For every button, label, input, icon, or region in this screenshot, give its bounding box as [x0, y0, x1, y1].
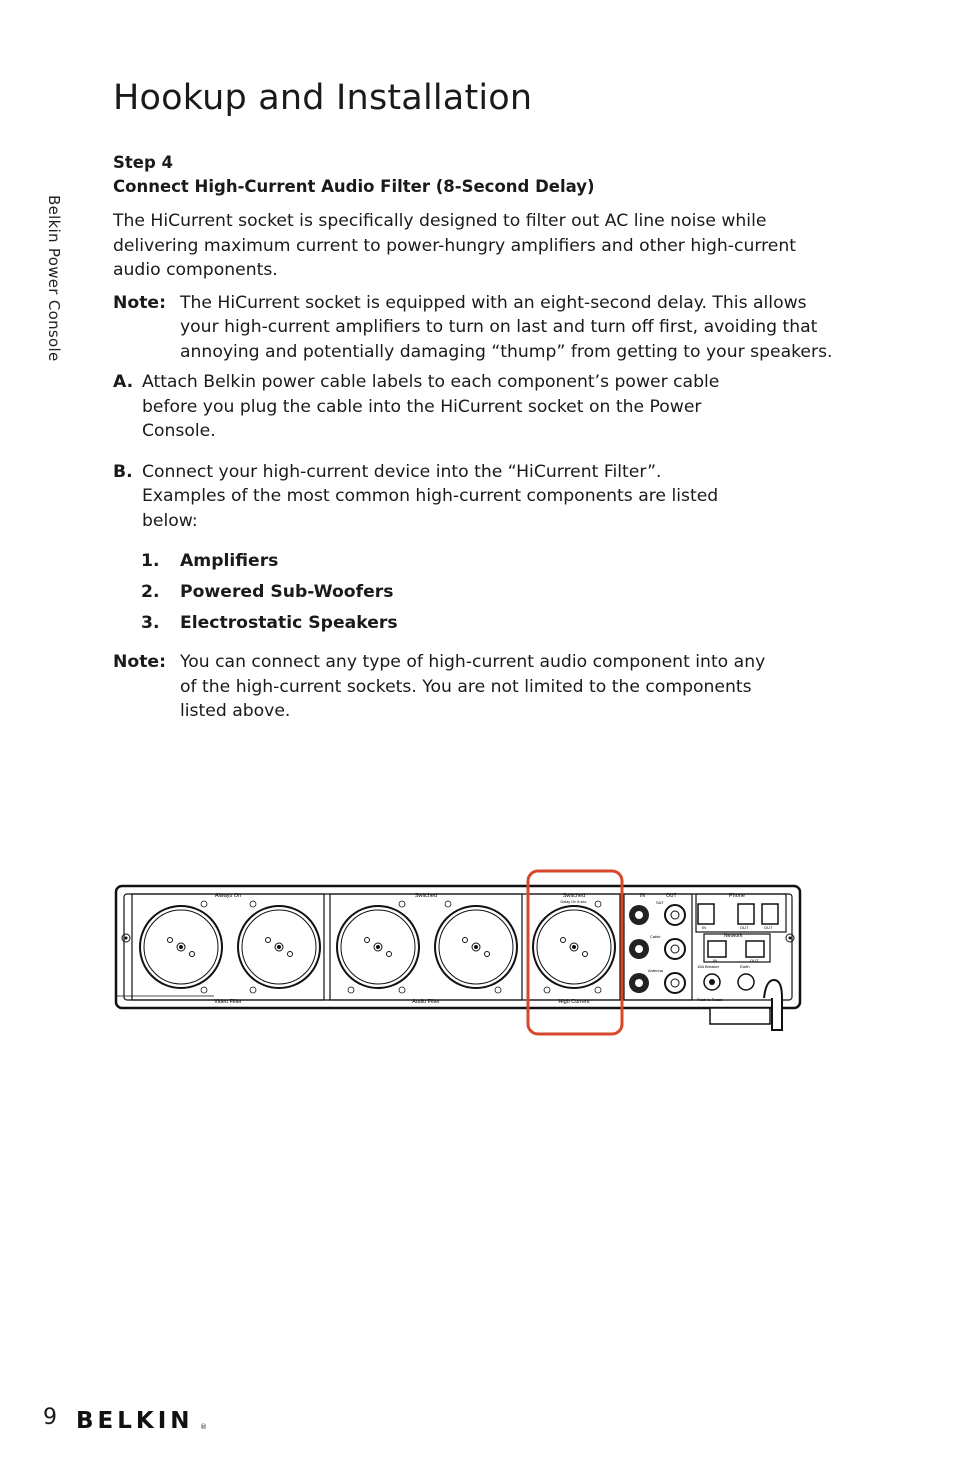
instruction-a: [113, 370, 833, 444]
note-text: You can connect any type of high-current audio component into any of the high-current sockets. You are not limited to the components listed above.: [180, 652, 766, 721]
svg-text:BELKIN: BELKIN: [76, 1408, 194, 1432]
instruction-text: Attach Belkin power cable labels to each component’s power cable before you plug the cable into the HiCurrent socket on the Power Console.: [142, 372, 720, 441]
label-always-on: Always On: [214, 893, 242, 899]
label-in: IN: [640, 893, 645, 899]
label-phone-out-1: OUT: [740, 925, 749, 930]
page-number: 9: [43, 1405, 57, 1430]
label-cable: Cable: [650, 934, 661, 939]
list-item: [141, 549, 833, 580]
step-heading: Connect High-Current Audio Filter (8-Second Delay): [113, 177, 595, 196]
instruction-label: B.: [113, 461, 133, 482]
intro-paragraph: The HiCurrent socket is specifically designed to filter out AC line noise while delivering maximum current to power-hungry amplifiers and other high-current audio components.: [113, 211, 796, 280]
label-phone-in: IN: [702, 925, 706, 930]
note-label: Note:: [113, 292, 166, 313]
label-audio-filter: Audio Filter: [412, 999, 440, 1005]
label-net-in: IN: [713, 958, 717, 963]
label-video-filter: Video Filter: [214, 999, 242, 1005]
label-phone-out-2: OUT: [764, 925, 773, 930]
list-text: Powered Sub-Woofers: [180, 582, 394, 602]
note-label: Note:: [113, 652, 166, 672]
page-title: Hookup and Installation: [113, 78, 533, 118]
step-number: Step 4: [113, 153, 173, 172]
list-text: Amplifiers: [180, 551, 279, 571]
label-breaker: 15A Breaker: [697, 964, 720, 969]
list-text: Electrostatic Speakers: [180, 613, 398, 633]
list-number: 2.: [141, 582, 160, 602]
instruction-b: [113, 460, 833, 534]
list-item: [141, 580, 833, 611]
belkin-logo: [76, 1406, 216, 1432]
svg-text:®: ®: [200, 1423, 207, 1431]
list-item: [141, 611, 833, 642]
label-switched-hc: Switched: [562, 893, 586, 899]
note-1: [113, 291, 833, 365]
label-phone: Phone: [729, 893, 745, 899]
main-content: [113, 151, 833, 724]
component-list: [141, 549, 833, 642]
instruction-label: A.: [113, 372, 134, 392]
label-sat: SAT: [656, 900, 664, 905]
side-label: Belkin Power Console: [45, 195, 63, 362]
label-net-out: OUT: [750, 958, 759, 963]
label-out: OUT: [666, 893, 677, 899]
label-push-to-reset: Push to Reset: [697, 997, 723, 1002]
label-earth: Earth: [740, 964, 750, 969]
list-number: 1.: [141, 551, 160, 571]
label-delay: Delay On 8 sec.: [560, 900, 588, 904]
instruction-text: Connect your high-current device into the “HiCurrent Filter”. Examples of the most common high-current components are listed below:: [142, 461, 719, 531]
label-antenna: Antenna: [648, 968, 663, 973]
power-console-rear-panel-figure: [114, 868, 804, 1038]
list-number: 3.: [141, 613, 160, 633]
label-network: Network: [724, 933, 743, 939]
label-switched: Switched: [414, 893, 438, 899]
note-2: [113, 650, 833, 724]
note-text: The HiCurrent socket is equipped with an eight-second delay. This allows your high-current amplifiers to turn on last and turn off first, avoiding that annoying and potentially damaging “thump” from getting to your speakers.: [180, 292, 833, 362]
label-high-current: High Current: [558, 999, 590, 1005]
